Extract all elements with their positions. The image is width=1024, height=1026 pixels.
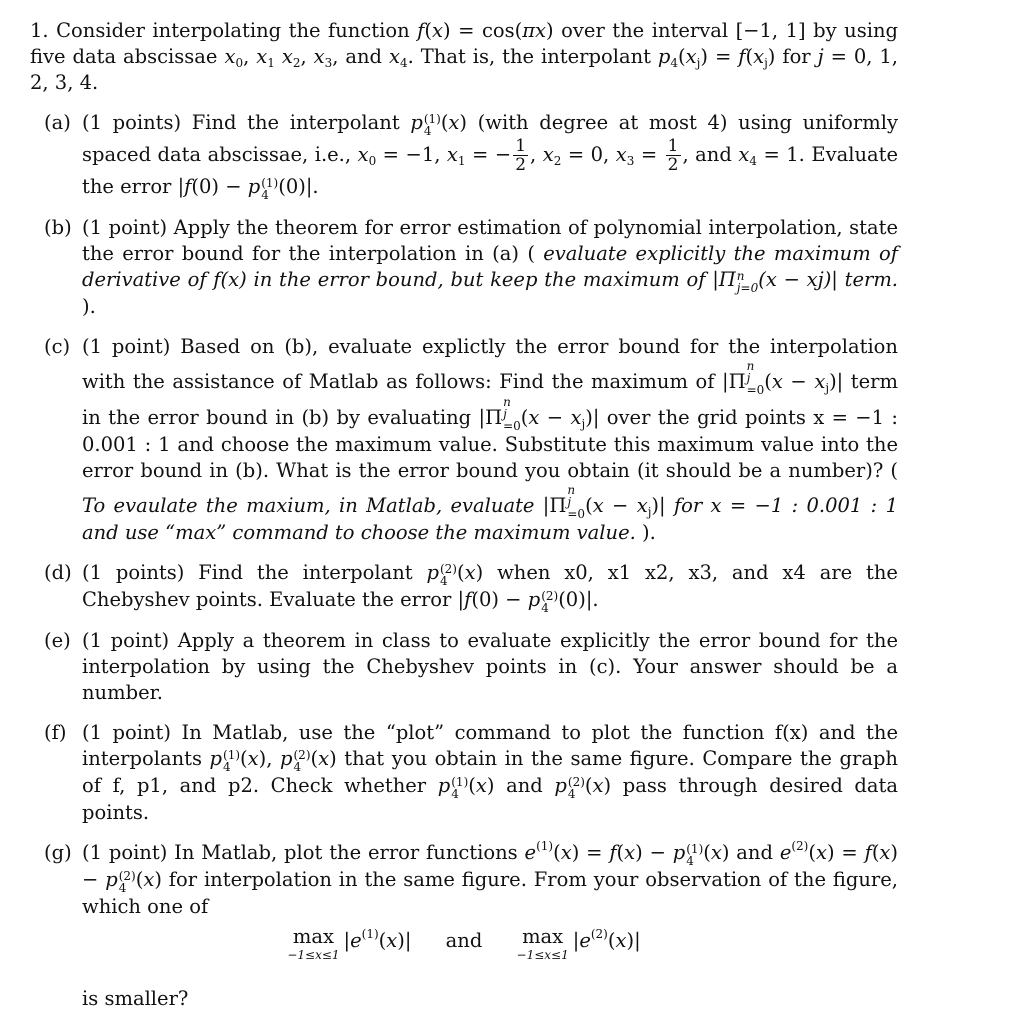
part-d-label: (d) [44, 561, 72, 584]
part-b: (b) (1 point) Apply the theorem for error estimation of polynomial interpolation, state the error bound for the interpolation in (a) ( evaluate explicitly the maximum of derivative of f(x) in the error bound, but keep the maximum of |Π n j=0 (x − xj)| term. ). [44, 216, 899, 318]
part-a-label: (a) [44, 111, 71, 134]
problem-document [30, 18, 898, 1026]
part-d: (d) (1 points) Find the interpolant p (2) 4 (x) when x0, x1 x2, x3, and x4 are the Chebyshev points. Evaluate the error |f(0) − p (2) 4 (0)|. [44, 561, 898, 615]
part-c-label: (c) [44, 335, 71, 358]
part-g: (g) (1 point) In Matlab, plot the error functions $e^{(1)}(x) = f(x) - p$ (1) 4 (x) and $e^{(2)}(x) = f(x) - p$ (2) 4 (x) for interpolation in the same figure. From your observation of the figure, which one of max −1≤x≤1 $|e^{(1)}(x)|$ and max −1≤x≤1 $|e^{(2)}(x)|$ is smaller? [30, 840, 898, 1012]
part-f-label: (f) [44, 721, 67, 744]
part-g-label: (g) [44, 841, 72, 864]
problem-intro: 1. Consider interpolating the function f(x) = cos(πx) over the interval [−1, 1] by using five data abscissae $x_0$, $x_1$ $x_2$, $x_3$, and $x_4$. That is, the interpolant $p_4(x_j) = f(x_j)$ for j = 0, 1, 2, 3, 4. [30, 19, 898, 94]
max-expression: max −1≤x≤1 $|e^{(1)}(x)|$ and max −1≤x≤1 $|e^{(2)}(x)|$ [287, 925, 641, 962]
problem-number: 1. [30, 19, 49, 42]
part-e-label: (e) [44, 629, 71, 652]
part-c: (c) (1 point) Based on (b), evaluate explictly the error bound for the interpolation with the assistance of Matlab as follows: Find the maximum of |Π n j =0 $(x - x_j)|$ term in the error bound in (b) by evaluating |Π n j =0 $(x - x_j)|$ over the grid points x = −1 : 0.001 : 1 and choose the maximum value. Substitute this maximum value into the error bound in (b). What is the error bound you obtain (it should be a number)? ( To evaulate the maxium, in Matlab, evaluate |Π n j =0 $(x - x_j)|$ for x = −1 : 0.001 : 1 and use “max” command to choose the maximum value. ). [44, 335, 898, 544]
part-b-label: (b) [44, 216, 72, 239]
part-f: (f) (1 point) In Matlab, use the “plot” command to plot the function f(x) and the interpolants p (1) 4 (x), p (2) 4 (x) that you obtain in the same figure. Compare the graph of f, p1, and p2. Check whether p (1) 4 (x) and p (2) 4 (x) pass through desired data points. [44, 721, 899, 824]
part-g-closing: is smaller? [82, 987, 189, 1010]
part-a: (a) (1 points) Find the interpolant p (1) 4 (x) (with degree at most 4) using uniformly spaced data abscissae, i.e., $x_0 = -1$, $x_1$ = − $\frac{1}{2}$ , $x_2 = 0$, $x_3$ = $\frac{1}{2}$ , and $x_4 = 1$. Evaluate the error |f(0) − p (1) 4 (0)|. [44, 111, 899, 202]
part-e: (e) (1 point) Apply a theorem in class to evaluate explicitly the error bound for the interpolation by using the Chebyshev points in (c). Your answer should be a number. [44, 629, 898, 704]
